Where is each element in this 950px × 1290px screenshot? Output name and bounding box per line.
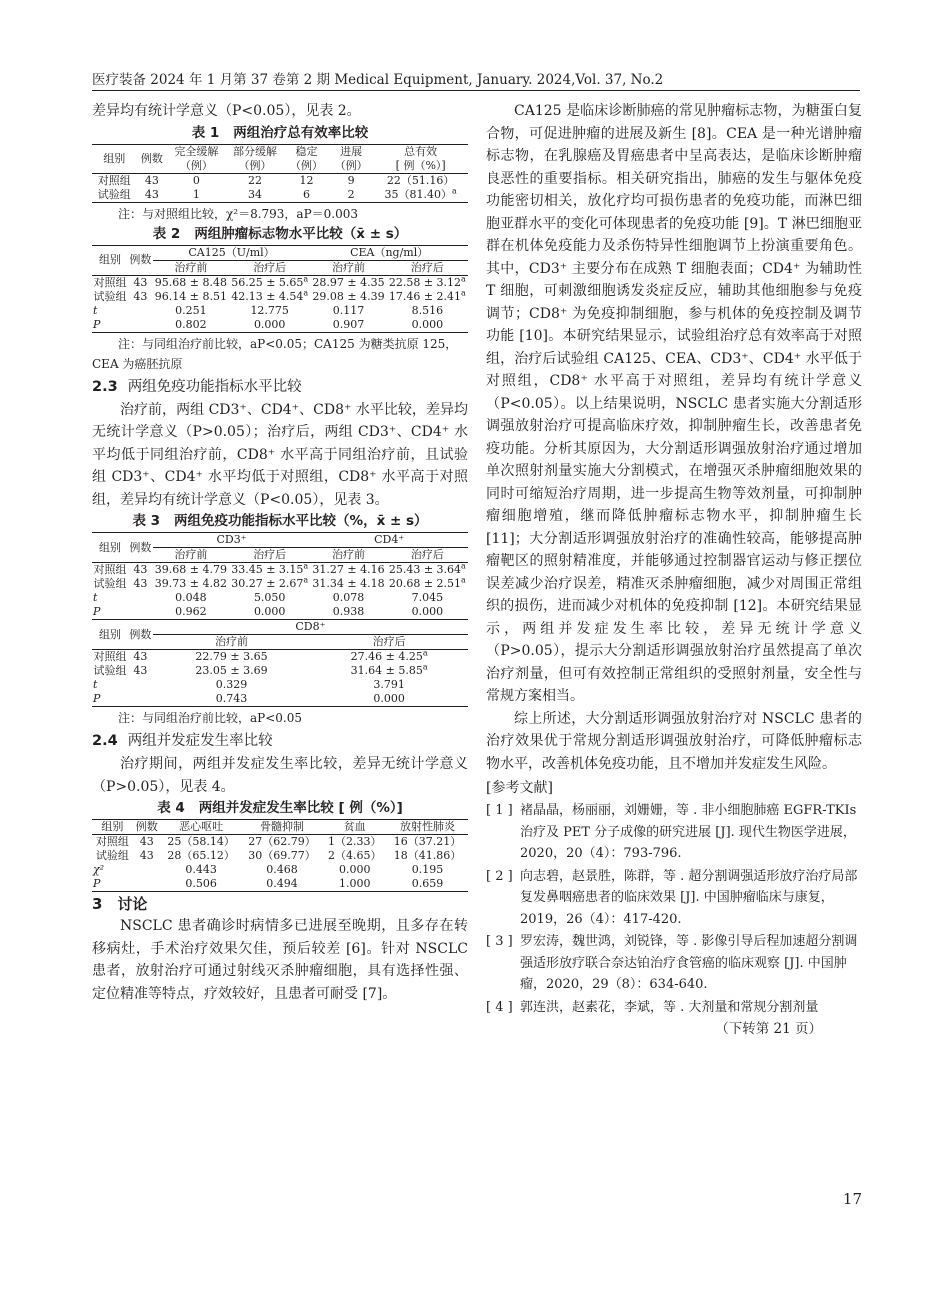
table-row <box>92 577 468 591</box>
table3-superscript: a <box>461 561 466 571</box>
table-cell: 30（69.77） <box>248 849 316 862</box>
table-row <box>92 290 468 304</box>
table-cell <box>387 275 468 290</box>
table3-superscript: a <box>303 575 309 585</box>
references-heading: [参考文献] <box>486 780 553 796</box>
table-cell: 3.791 <box>373 678 405 691</box>
section-3-heading: 3 讨论 <box>92 895 148 913</box>
table-cell: 43 <box>144 173 159 187</box>
table-cell <box>229 563 310 578</box>
table-row <box>92 188 468 203</box>
table-cell <box>133 863 161 877</box>
table4-header-row <box>92 820 468 835</box>
table-cell: 0.117 <box>332 303 365 317</box>
table-row <box>92 275 468 290</box>
paragraph-3: NSCLC 患者确诊时病情多已进展至晚期，且多存在转移病灶，手术治疗效果欠佳，预后较差 [6]。针对 NSCLC 患者，放射治疗可通过射线灭杀肿瘤细胞，具有选择性强、定位精准等特点，疗效较好，且患者可耐受 [7]。 <box>92 918 468 1002</box>
table2-caption <box>92 224 468 245</box>
section-title: 两组免疫功能指标水平比较 <box>127 378 302 395</box>
table-row <box>92 678 468 692</box>
table-cell: 0.000 <box>229 605 310 620</box>
table-cell: 0.078 <box>332 591 365 604</box>
table-cell: 对照组 <box>97 173 131 187</box>
table-cell: 0.000 <box>387 605 468 620</box>
table-cell <box>128 605 153 620</box>
table1-header-cell: 完全缓解 （例） <box>167 144 226 173</box>
table1-title: 两组治疗总有效率比较 <box>233 124 369 141</box>
paragraph-2-2-end: 差异均有统计学意义（P<0.05），见表 2。 <box>92 103 361 119</box>
table1-header-cell: 组别 <box>92 144 137 173</box>
table-cell: 0.048 <box>175 591 207 604</box>
table-cell: t <box>93 303 98 317</box>
table-cell: 0.938 <box>310 605 386 620</box>
table-cell: 43 <box>133 275 148 289</box>
table-cell: 43 <box>133 289 148 303</box>
table3-header-cell: CD3⁺ <box>153 533 311 548</box>
table-row <box>92 318 468 333</box>
table-cell: 12.775 <box>250 303 289 317</box>
table1-header-cell: 稳定 （例） <box>284 144 329 173</box>
paragraph-discussion: CA125 是临床诊断肺癌的常见肿瘤标志物，为糖蛋白复合物，可促进肿瘤的进展及新生 [8]。CEA 是一种光谱肿瘤标志物，在乳腺癌及胃癌患者中呈高表达，是临床诊断肿瘤良恶性的重要指标。相关研究指出，肺癌的发生与躯体免疫功能密切相关，放化疗均可损伤患者的免疫功能，而淋巴细胞亚群水平的变化可体现患者的免疫功能 [9]。T 淋巴细胞亚群在机体免疫能力及杀伤特异性细胞调节上扮演重要角色。其中，CD3⁺ 主要分布在成熟 T 细胞表面；CD4⁺ 为辅助性 T 细胞，可刺激细胞诱发炎症反应，辅助其他细胞参与免疫调节；CD8⁺ 为免疫抑制细胞，参与机体的免疫控制及调节功能 [10]。本研究结果显示，试验组治疗总有效率高于对照组，治疗后试验组 CA125、CEA、CD3⁺、CD4⁺ 水平低于对照组，CD8⁺ 水平高于对照组，差异均有统计学意义（P<0.05）。以上结果说明，NSCLC 患者实施大分割适形调强放射治疗可提高临床疗效，抑制肿瘤生长，改善患者免疫功能。分析其原因为，大分割适形调强放射治疗通过增加单次照射剂量实施大分割模式，在增强灭杀肿瘤细胞效果的同时可缩短治疗周期，进一步提高生物等效剂量，可抑制肿瘤细胞增殖，继而降低肿瘤标志物水平，抑制肿瘤生长 [11]；大分割适形调强放射治疗的准确性较高，能够提高肿瘤靶区的照射精准度，并能够通过控制器官运动与修正摆位误差减少治疗误差，精准灭杀肿瘤细胞，减少对周围正常组织的损伤，进而减少对机体的免疫抑制 [12]。本研究结果显示，两组并发症发生率比较，差异无统计学意义（P>0.05），提示大分割适形调强放射治疗虽然提高了单次治疗剂量，但可有效控制正常组织的受照射剂量，安全性与常规方案相当。 <box>486 103 862 704</box>
table1-header-cell: 总有效 [ 例（%）] <box>373 144 468 173</box>
table-value: 31.64 ± 5.85 <box>350 664 423 677</box>
section-2-4-heading <box>92 730 468 753</box>
table-cell: 28（65.12） <box>167 849 235 862</box>
reference-item <box>486 866 862 931</box>
table-cell <box>128 692 153 707</box>
table-cell: 0.251 <box>175 303 207 317</box>
table-cell: 0.802 <box>153 318 229 333</box>
table-cell: 43 <box>133 563 148 576</box>
table1-value: 35（81.40） <box>384 187 453 201</box>
table-row <box>92 863 468 877</box>
table-cell: 43 <box>137 188 168 203</box>
table-cell: 28.97 ± 4.35 <box>312 275 385 289</box>
table-row <box>92 591 468 605</box>
table4-caption <box>92 798 468 819</box>
table4-header-cell: 骨髓抑制 <box>242 820 323 835</box>
section-title: 两组并发症发生率比较 <box>127 733 273 749</box>
table-cell: 6 <box>284 188 329 203</box>
table-cell: 8.516 <box>411 303 444 317</box>
table3-header-cell: CD8⁺ <box>153 620 468 635</box>
table-row <box>92 835 468 850</box>
reference-text: 褚晶晶，杨丽丽，刘姗姗，等 . 非小细胞肺癌 EGFR-TKIs 治疗及 PET 分子成像的研究进展 [J]. 现代生物医学进展，2020，20（4）：793-796. <box>520 803 857 861</box>
table-cell <box>387 577 468 591</box>
table2-header-cell: 治疗后 <box>387 260 468 275</box>
running-header: 医疗装备 2024 年 1 月第 37 卷第 2 期 Medical Equipment, January. 2024,Vol. 37, No.2 <box>92 72 664 88</box>
table2-superscript: a <box>303 273 309 283</box>
table4-header-cell: 放射性肺炎 <box>387 820 468 835</box>
table-cell: 27（62.79） <box>248 835 316 848</box>
table-cell <box>128 304 153 318</box>
table2-header-row <box>92 245 468 260</box>
table2-header-cell: CA125（U/ml） <box>153 245 311 260</box>
table3-header-cell: 治疗后 <box>387 548 468 563</box>
table2-header-cell: 例数 <box>128 245 153 275</box>
table3-superscript: a <box>422 648 428 658</box>
table-cell <box>387 287 468 304</box>
page-number: 17 <box>842 1190 862 1208</box>
table-cell: t <box>93 678 98 691</box>
table-cell: 0.000 <box>310 692 468 707</box>
table3-header-cell: 治疗后 <box>310 635 468 650</box>
table-row <box>92 877 468 892</box>
table-cell: 43 <box>133 650 148 663</box>
table-cell: 29.08 ± 4.39 <box>312 289 385 303</box>
table-cell: 31.27 ± 4.16 <box>312 563 385 576</box>
table-cell: 7.045 <box>411 591 444 604</box>
table2-superscript: a <box>303 287 309 297</box>
table3-superscript: a <box>422 662 428 672</box>
table2-superscript: a <box>461 287 466 297</box>
table-cell: 0.000 <box>339 863 371 876</box>
table-cell <box>128 591 153 605</box>
table3-header-cell: 组别 <box>92 533 128 563</box>
table-cell: 31.34 ± 4.18 <box>312 577 385 590</box>
table1-header-cell: 进展 （例） <box>329 144 374 173</box>
table3-header-cell: CD4⁺ <box>310 533 468 548</box>
table2-title: 两组肿瘤标志物水平比较（x̄ ± s） <box>194 225 408 242</box>
table4-header-cell: 恶心呕吐 <box>161 820 242 835</box>
paragraph-2-4: 治疗期间，两组并发症发生率比较，差异无统计学意义（P>0.05），见表 4。 <box>92 756 468 795</box>
table-cell: 0.468 <box>266 863 298 876</box>
table-cell: 18（41.86） <box>393 849 462 862</box>
table-cell <box>128 318 153 333</box>
reference-text: 向志碧，赵景胜，陈群，等 . 超分割调强适形放疗治疗局部复发鼻咽癌患者的临床效果 [J]. 中国肿瘤临床与康复，2019，26（4）：417-420. <box>520 868 858 927</box>
reference-text: 罗宏涛，魏世鸿，刘锐锋，等 . 影像引导后程加速超分割调强适形放疗联合奈达铂治疗食管癌的临床观察 [J]. 中国肿瘤，2020，29（8）：634-640. <box>520 934 858 992</box>
table-cell: 0.743 <box>153 692 311 707</box>
table-cell: 对照组 <box>93 650 127 663</box>
table1 <box>92 144 468 203</box>
paragraph-conclusion: 综上所述，大分割适形调强放射治疗对 NSCLC 患者的治疗效果优于常规分割适形调强放射治疗，可降低肿瘤标志物水平，改善机体免疫功能，且不增加并发症发生风险。 <box>486 710 862 772</box>
table2-header-cell: 治疗后 <box>229 260 310 275</box>
table-cell: 0.659 <box>387 877 468 892</box>
table-cell: 39.68 ± 4.79 <box>154 563 227 576</box>
table-cell: 试验组 <box>93 289 127 303</box>
table4-header-cell: 组别 <box>92 820 133 835</box>
table-cell: 对照组 <box>93 563 127 576</box>
table-cell: 43 <box>133 664 148 677</box>
paragraph-2-3: 治疗前，两组 CD3⁺、CD4⁺、CD8⁺ 水平比较，差异均无统计学意义（P>0.05）；治疗后，两组 CD3⁺、CD4⁺ 水平均低于同组治疗前，CD8⁺ 水平高于同组治疗前，且试验组 CD3⁺、CD4⁺ 水平均低于对照组，CD8⁺ 水平高于对照组，差异均有统计学意义（P<0.05），见表 3。 <box>92 401 468 508</box>
table-row <box>92 692 468 707</box>
table1-note: 注：与对照组比较，χ²＝8.793，aP＝0.003 <box>118 206 359 221</box>
table2-header-cell: 治疗前 <box>310 260 386 275</box>
table2-label: 表 2 <box>152 225 181 242</box>
table4 <box>92 819 468 892</box>
table-cell: 25（58.14） <box>167 835 235 848</box>
table-row <box>92 173 468 188</box>
table3 <box>92 532 468 707</box>
table-row <box>92 563 468 578</box>
table4-label: 表 4 <box>157 800 185 816</box>
table-cell: 43 <box>139 835 154 848</box>
table-cell: 12 <box>299 173 314 187</box>
table-cell: 22（51.16） <box>386 173 455 187</box>
table-cell: 43 <box>139 849 154 862</box>
section-number: 2.4 <box>92 733 118 749</box>
table-cell: 34 <box>226 188 285 203</box>
table-cell: 0 <box>192 173 200 187</box>
table-value: 22.58 ± 3.12 <box>388 275 462 289</box>
table-cell: 23.05 ± 3.69 <box>195 664 268 677</box>
table-cell: P <box>92 605 128 620</box>
continued-note: （下转第 21 页） <box>715 1021 822 1037</box>
table-cell: 95.68 ± 8.48 <box>154 275 227 289</box>
table-value: 42.13 ± 4.54 <box>231 289 304 303</box>
table-cell: 试验组 <box>93 577 127 590</box>
table-cell: P <box>92 318 128 333</box>
table3-header-cell: 治疗前 <box>310 548 386 563</box>
table-cell: 22.79 ± 3.65 <box>195 650 268 663</box>
table-cell: 对照组 <box>95 835 129 848</box>
table-row <box>92 304 468 318</box>
table-cell: 39.73 ± 4.82 <box>154 577 227 590</box>
table3-header-cell: 治疗前 <box>153 635 311 650</box>
reference-number: [ 3 ] <box>486 934 513 949</box>
table2 <box>92 245 468 333</box>
table-value: 25.43 ± 3.64 <box>388 563 462 576</box>
table-cell: 0.907 <box>310 318 386 333</box>
table3-header-cell: 治疗后 <box>229 548 310 563</box>
table-cell: 2 <box>329 188 374 203</box>
table-cell: 1（2.33） <box>328 835 382 848</box>
table-row <box>92 849 468 863</box>
table-value: 33.45 ± 3.15 <box>231 563 304 576</box>
reference-item <box>486 931 862 996</box>
table-row <box>92 605 468 620</box>
table-cell <box>229 577 310 591</box>
table1-header-row <box>92 144 468 173</box>
table-cell: 5.050 <box>253 591 286 604</box>
table-cell <box>373 185 468 203</box>
header-rule <box>92 90 860 91</box>
table3-header-cell: 组别 <box>92 620 128 650</box>
left-column <box>92 100 468 1005</box>
table-cell: 0.443 <box>185 863 217 876</box>
table3-header-row <box>92 533 468 548</box>
table-value: 27.46 ± 4.25 <box>350 650 423 663</box>
table3-note: 注：与同组治疗前比较，aP<0.05 <box>118 711 303 725</box>
table1-label: 表 1 <box>191 124 220 141</box>
table-cell: 2（4.65） <box>328 849 382 862</box>
table-value: 17.46 ± 2.41 <box>388 289 462 303</box>
table-cell: P <box>92 692 128 707</box>
table-cell: 试验组 <box>92 188 137 203</box>
table3-title: 两组免疫功能指标水平比较（%，x̄ ± s） <box>174 513 428 529</box>
table-row <box>92 664 468 678</box>
table-cell: 0.494 <box>242 877 323 892</box>
table-value: 30.27 ± 2.67 <box>231 577 304 590</box>
table2-header-cell: 治疗前 <box>153 260 229 275</box>
table-value: 20.68 ± 2.51 <box>388 577 462 590</box>
table-cell: χ² <box>93 863 105 876</box>
section-2-3-heading <box>92 376 468 399</box>
table2-note: 注：与同组治疗前比较，aP<0.05；CA125 为糖类抗原 125，CEA 为癌胚抗原 <box>92 336 458 371</box>
table-cell: 1 <box>167 188 226 203</box>
table-cell: 0.962 <box>153 605 229 620</box>
table-cell: 0.000 <box>387 318 468 333</box>
table-cell <box>128 678 153 692</box>
table4-header-cell: 例数 <box>133 820 161 835</box>
table-cell: 43 <box>133 577 148 590</box>
table-value: 56.25 ± 5.65 <box>231 275 304 289</box>
table-cell: 96.14 ± 8.51 <box>154 289 227 303</box>
table-cell <box>387 563 468 578</box>
table3-superscript: a <box>461 575 466 585</box>
table3-header-row <box>92 620 468 635</box>
table-cell <box>229 287 310 304</box>
table-cell <box>133 877 161 892</box>
table-cell: 0.000 <box>229 318 310 333</box>
table-cell: P <box>92 877 133 892</box>
table-cell: 22 <box>247 173 262 187</box>
reference-item <box>486 800 862 865</box>
reference-number: [ 4 ] <box>486 999 513 1015</box>
reference-number: [ 1 ] <box>486 803 513 818</box>
table-cell: 9 <box>347 173 355 187</box>
table-row <box>92 650 468 665</box>
table3-header-cell: 例数 <box>128 620 153 650</box>
table-cell: 0.195 <box>411 863 444 876</box>
table-cell: 试验组 <box>95 849 129 862</box>
table-cell: 对照组 <box>93 275 127 289</box>
table2-superscript: a <box>461 273 466 283</box>
table-cell: 1.000 <box>322 877 387 892</box>
table-cell <box>310 650 468 665</box>
table-cell: t <box>93 591 98 604</box>
table4-header-cell: 贫血 <box>322 820 387 835</box>
right-column <box>486 100 862 1040</box>
table2-header-cell: CEA（ng/ml） <box>310 245 468 260</box>
table3-header-cell: 例数 <box>128 533 153 563</box>
table3-label: 表 3 <box>132 513 161 529</box>
table-cell: 16（37.21） <box>393 835 462 848</box>
section-number: 2.3 <box>92 378 118 395</box>
table-cell: 试验组 <box>93 664 127 677</box>
reference-item <box>486 997 862 1019</box>
reference-text: 郭连洪，赵素花，李斌，等 . 大剂量和常规分割剂量 <box>520 999 819 1015</box>
table1-caption <box>92 123 468 144</box>
table1-header-cell: 部分缓解 （例） <box>226 144 285 173</box>
table3-superscript: a <box>303 561 309 571</box>
table1-header-cell: 例数 <box>137 144 168 173</box>
table-cell <box>310 664 468 678</box>
table1-superscript: a <box>452 185 457 195</box>
table2-header-cell: 组别 <box>92 245 128 275</box>
table-cell: 0.329 <box>215 678 248 691</box>
reference-number: [ 2 ] <box>486 868 513 884</box>
table-cell <box>229 275 310 290</box>
table3-caption <box>92 511 468 532</box>
table-cell: 0.506 <box>161 877 242 892</box>
table4-title: 两组并发症发生率比较 [ 例（%）] <box>198 800 403 816</box>
table3-header-cell: 治疗前 <box>153 548 229 563</box>
